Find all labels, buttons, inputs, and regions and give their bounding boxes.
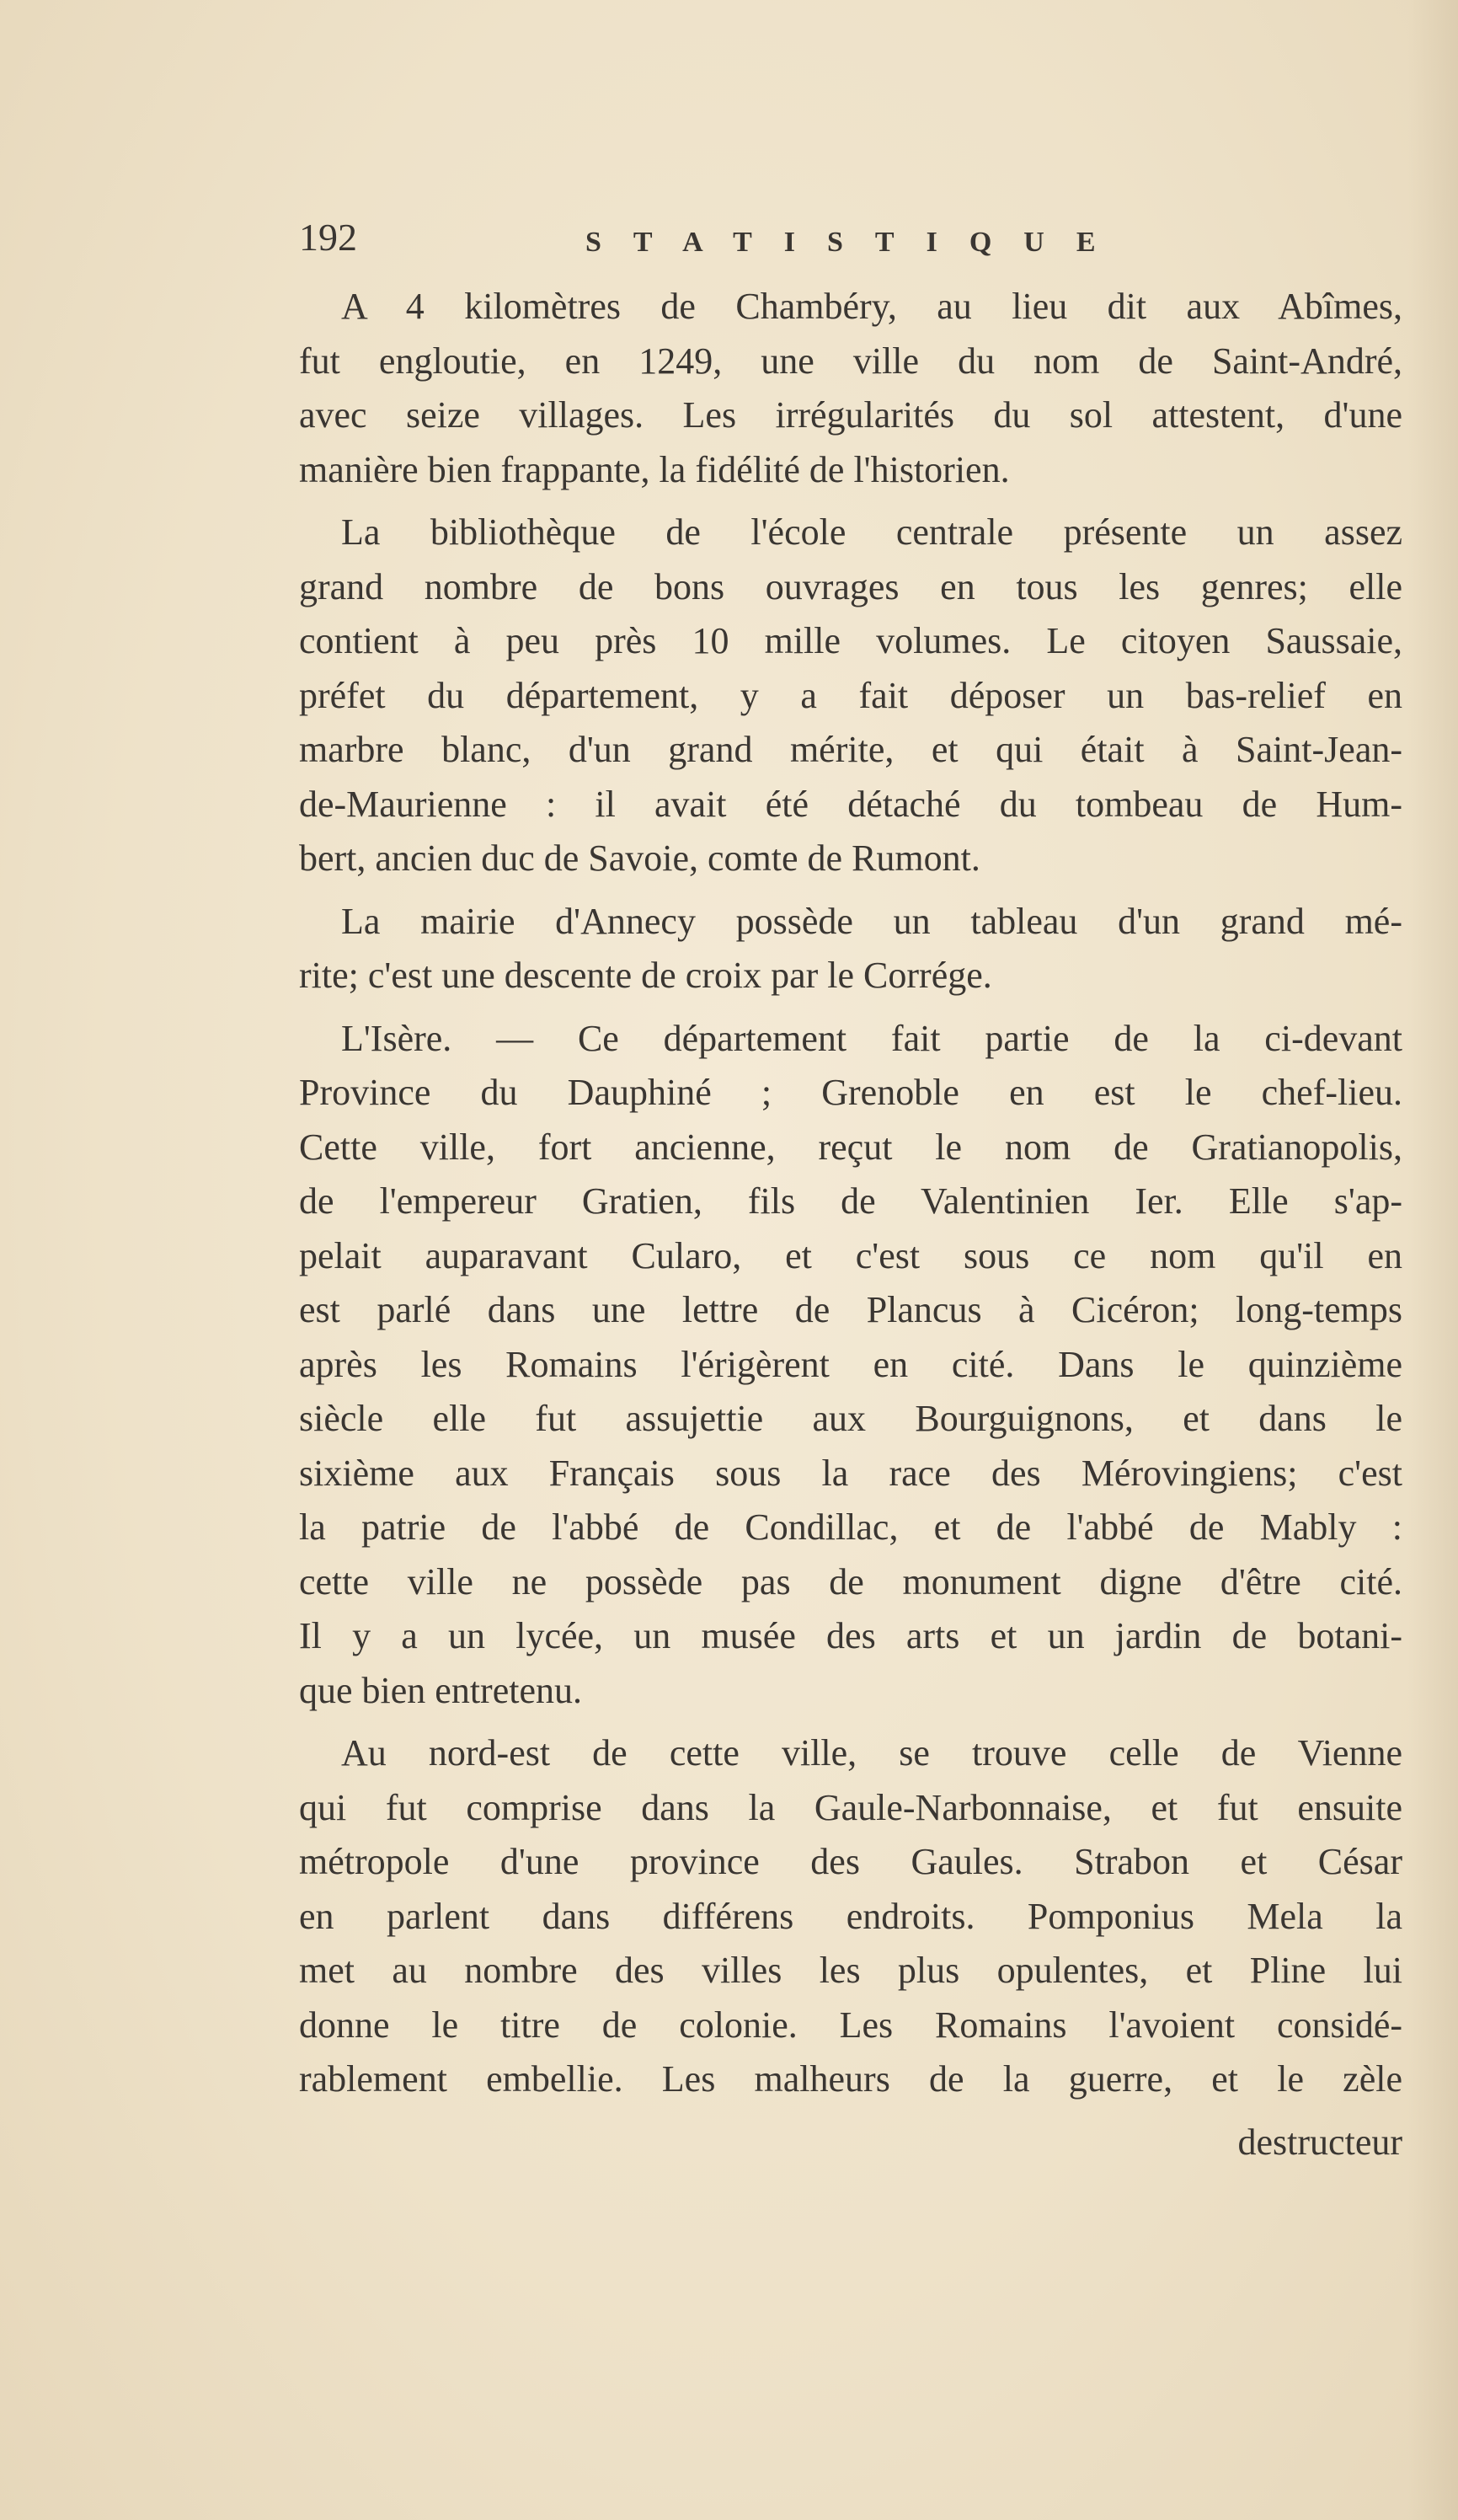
- text-line: Province du Dauphiné ; Grenoble en est le chef-lieu.: [299, 1072, 1402, 1113]
- text-line: La mairie d'Annecy possède un tableau d'un grand mé-: [341, 900, 1402, 942]
- text-line: bert, ancien duc de Savoie, comte de Rumont.: [299, 837, 980, 879]
- text-line: marbre blanc, d'un grand mérite, et qui était à Saint-Jean-: [299, 729, 1402, 770]
- text-line: grand nombre de bons ouvrages en tous les genres; elle: [299, 565, 1402, 607]
- running-title: STATISTIQUE: [585, 227, 1128, 258]
- text-line: Il y a un lycée, un musée des arts et un jardin de botani-: [299, 1615, 1402, 1656]
- text-line: qui fut comprise dans la Gaule-Narbonnaise, et fut ensuite: [299, 1786, 1402, 1828]
- paragraph-annecy: [299, 895, 1402, 1003]
- text-line: est parlé dans une lettre de Plancus à Cicéron; long-temps: [299, 1289, 1402, 1330]
- text-line: met au nombre des villes les plus opulentes, et Pline lui: [299, 1950, 1402, 1991]
- paragraph-bibliotheque: [299, 506, 1402, 886]
- text-line: la patrie de l'abbé de Condillac, et de l'abbé de Mably :: [299, 1506, 1402, 1548]
- catchword: destructeur: [1237, 2121, 1402, 2163]
- text-line: métropole d'une province des Gaules. Strabon et César: [299, 1841, 1402, 1882]
- text-line: La bibliothèque de l'école centrale présente un assez: [341, 511, 1402, 553]
- text-line: en parlent dans différens endroits. Pomponius Mela la: [299, 1895, 1402, 1937]
- text-line: sixième aux Français sous la race des Mérovingiens; c'est: [299, 1452, 1402, 1494]
- text-line: de l'empereur Gratien, fils de Valentinien Ier. Elle s'ap-: [299, 1180, 1402, 1222]
- page-gutter-shadow: [1407, 0, 1458, 2520]
- paragraph-chambery: [299, 280, 1402, 497]
- text-line: après les Romains l'érigèrent en cité. Dans le quinzième: [299, 1343, 1402, 1385]
- text-line: Cette ville, fort ancienne, reçut le nom de Gratianopolis,: [299, 1126, 1402, 1168]
- page-header: [299, 211, 1402, 265]
- text-line: rite; c'est une descente de croix par le Corrége.: [299, 955, 992, 996]
- page-content: [299, 211, 1402, 2170]
- text-line: A 4 kilomètres de Chambéry, au lieu dit aux Abîmes,: [341, 286, 1402, 327]
- text-line: donne le titre de colonie. Les Romains l'avoient considé-: [299, 2004, 1402, 2046]
- text-line: fut engloutie, en 1249, une ville du nom de Saint-André,: [299, 340, 1402, 382]
- text-line: préfet du département, y a fait déposer un bas-relief en: [299, 674, 1402, 716]
- text-line: cette ville ne possède pas de monument digne d'être cité.: [299, 1560, 1402, 1602]
- text-line: manière bien frappante, la fidélité de l'historien.: [299, 448, 1010, 490]
- paragraph-isere: [299, 1012, 1402, 1719]
- paragraph-vienne: [299, 1726, 1402, 2107]
- text-line: avec seize villages. Les irrégularités du sol attestent, d'une: [299, 394, 1402, 436]
- text-line: pelait auparavant Cularo, et c'est sous ce nom qu'il en: [299, 1234, 1402, 1276]
- text-line: L'Isère. — Ce département fait partie de la ci-devant: [341, 1017, 1402, 1059]
- text-line: rablement embellie. Les malheurs de la guerre, et le zèle: [299, 2058, 1402, 2100]
- text-line: Au nord-est de cette ville, se trouve celle de Vienne: [341, 1732, 1402, 1774]
- page-number: 192: [299, 216, 357, 259]
- text-line: de-Maurienne : il avait été détaché du tombeau de Hum-: [299, 783, 1402, 825]
- text-line: siècle elle fut assujettie aux Bourguignons, et dans le: [299, 1398, 1402, 1439]
- text-line: contient à peu près 10 mille volumes. Le citoyen Saussaie,: [299, 620, 1402, 661]
- text-line: que bien entretenu.: [299, 1669, 582, 1711]
